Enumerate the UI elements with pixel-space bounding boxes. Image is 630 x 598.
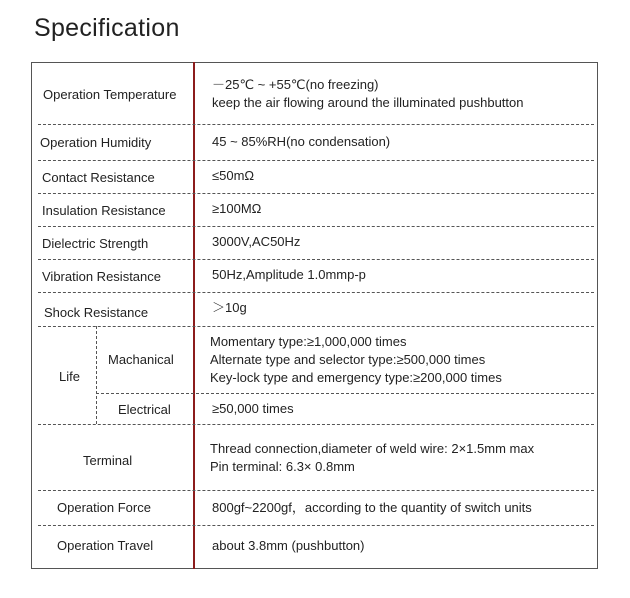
label-mechanical: Machanical bbox=[108, 352, 174, 367]
value-contact-resistance: ≤50mΩ bbox=[212, 168, 255, 183]
value-line: Alternate type and selector type:≥500,000 times bbox=[210, 352, 486, 367]
row-separator bbox=[38, 259, 594, 260]
row-separator bbox=[38, 292, 594, 293]
label-dielectric-strength: Dielectric Strength bbox=[42, 236, 149, 251]
column-divider bbox=[193, 62, 195, 569]
row-separator bbox=[38, 193, 594, 194]
value-vibration-resistance: 50Hz,Amplitude 1.0mmp-p bbox=[212, 267, 366, 282]
value-operation-travel: about 3.8mm (pushbutton) bbox=[212, 538, 365, 553]
label-shock-resistance: Shock Resistance bbox=[44, 305, 149, 320]
label-operation-temperature: Operation Temperature bbox=[43, 87, 177, 102]
value-terminal bbox=[210, 440, 534, 476]
row-separator bbox=[38, 124, 594, 125]
row-separator bbox=[38, 226, 594, 227]
value-mechanical bbox=[210, 333, 502, 387]
label-operation-humidity: Operation Humidity bbox=[40, 135, 152, 150]
value-line: Pin terminal: 6.3× 0.8mm bbox=[210, 459, 355, 474]
label-contact-resistance: Contact Resistance bbox=[42, 170, 155, 185]
value-operation-force: 800gf~2200gf，according to the quantity of switch units bbox=[212, 500, 532, 515]
page-title: Specification bbox=[34, 14, 180, 42]
value-line: Key-lock type and emergency type:≥200,000 times bbox=[210, 370, 502, 385]
value-dielectric-strength: 3000V,AC50Hz bbox=[212, 234, 301, 249]
label-life: Life bbox=[59, 369, 80, 384]
label-terminal: Terminal bbox=[83, 453, 133, 468]
value-line: Momentary type:≥1,000,000 times bbox=[210, 334, 407, 349]
label-insulation-resistance: Insulation Resistance bbox=[42, 203, 166, 218]
value-shock-resistance: ＞10g bbox=[212, 300, 247, 315]
life-subdivider bbox=[96, 326, 97, 424]
value-insulation-resistance: ≥100MΩ bbox=[212, 201, 262, 216]
value-line: keep the air flowing around the illuminated pushbutton bbox=[212, 95, 524, 110]
label-operation-travel: Operation Travel bbox=[57, 538, 154, 553]
row-separator bbox=[96, 393, 594, 394]
value-electrical: ≥50,000 times bbox=[212, 401, 294, 416]
value-operation-temperature bbox=[212, 76, 524, 112]
row-separator bbox=[38, 326, 594, 327]
label-vibration-resistance: Vibration Resistance bbox=[42, 269, 161, 284]
row-separator bbox=[38, 160, 594, 161]
label-operation-force: Operation Force bbox=[57, 500, 151, 515]
value-line: －25℃ ~ +55℃(no freezing) bbox=[212, 77, 379, 92]
label-electrical: Electrical bbox=[118, 402, 171, 417]
value-operation-humidity: 45 ~ 85%RH(no condensation) bbox=[212, 134, 391, 149]
row-separator bbox=[38, 525, 594, 526]
row-separator bbox=[38, 490, 594, 491]
value-line: Thread connection,diameter of weld wire: 2×1.5mm max bbox=[210, 441, 535, 456]
row-separator bbox=[38, 424, 594, 425]
